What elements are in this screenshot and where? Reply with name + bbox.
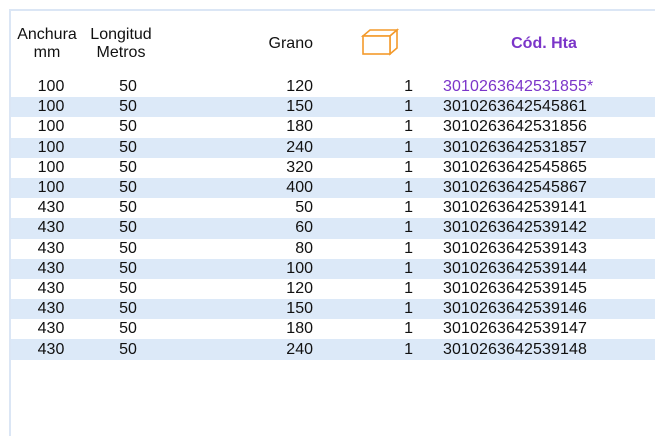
- cell-longitud: 50: [83, 158, 159, 178]
- table-row: [11, 259, 655, 279]
- header-anchura-label: Anchura: [17, 26, 77, 43]
- table-row: [11, 279, 655, 299]
- cell-longitud: 50: [83, 279, 159, 299]
- table-header-row: [11, 11, 655, 77]
- cell-anchura: 100: [11, 158, 83, 178]
- cell-anchura: 430: [11, 299, 83, 319]
- table-row: [11, 299, 655, 319]
- cell-longitud: 50: [83, 138, 159, 158]
- header-anchura: [11, 11, 83, 77]
- table-row: [11, 138, 655, 158]
- cell-quantity: 1: [327, 299, 433, 319]
- product-table-panel: [9, 9, 655, 436]
- cell-grano: 80: [159, 239, 327, 259]
- cell-anchura: 100: [11, 117, 83, 137]
- cell-codigo: 3010263642539145: [433, 279, 655, 299]
- cell-anchura: 430: [11, 198, 83, 218]
- cell-anchura: 430: [11, 319, 83, 339]
- header-anchura-unit: mm: [33, 44, 61, 61]
- cell-grano: 180: [159, 319, 327, 339]
- cell-codigo: 3010263642545867: [433, 178, 655, 198]
- cell-longitud: 50: [83, 77, 159, 97]
- table-row: [11, 198, 655, 218]
- cell-quantity: 1: [327, 178, 433, 198]
- cell-codigo: 3010263642539142: [433, 218, 655, 238]
- cell-codigo: 3010263642539146: [433, 299, 655, 319]
- cell-longitud: 50: [83, 299, 159, 319]
- cell-grano: 180: [159, 117, 327, 137]
- table-row: [11, 239, 655, 259]
- cell-anchura: 100: [11, 138, 83, 158]
- cell-longitud: 50: [83, 319, 159, 339]
- cell-grano: 100: [159, 259, 327, 279]
- cell-anchura: 100: [11, 77, 83, 97]
- cell-codigo: 3010263642531856: [433, 117, 655, 137]
- cell-quantity: 1: [327, 218, 433, 238]
- cell-grano: 60: [159, 218, 327, 238]
- table-row: [11, 158, 655, 178]
- cell-grano: 120: [159, 279, 327, 299]
- cell-codigo: 3010263642531857: [433, 138, 655, 158]
- cell-grano: 240: [159, 138, 327, 158]
- cell-longitud: 50: [83, 218, 159, 238]
- table-row: [11, 218, 655, 238]
- cell-longitud: 50: [83, 117, 159, 137]
- cell-quantity: 1: [327, 339, 433, 359]
- cell-grano: 150: [159, 299, 327, 319]
- cell-anchura: 430: [11, 339, 83, 359]
- cell-longitud: 50: [83, 97, 159, 117]
- header-codigo: Cód. Hta: [433, 11, 655, 77]
- cell-quantity: 1: [327, 198, 433, 218]
- header-grano: Grano: [159, 11, 327, 77]
- cell-longitud: 50: [83, 339, 159, 359]
- cell-codigo: 3010263642539141: [433, 198, 655, 218]
- cell-quantity: 1: [327, 319, 433, 339]
- cell-codigo: 3010263642539143: [433, 239, 655, 259]
- cell-grano: 150: [159, 97, 327, 117]
- cell-quantity: 1: [327, 117, 433, 137]
- cell-quantity: 1: [327, 77, 433, 97]
- table-row: [11, 117, 655, 137]
- cell-grano: 50: [159, 198, 327, 218]
- cell-longitud: 50: [83, 259, 159, 279]
- cell-quantity: 1: [327, 138, 433, 158]
- cell-longitud: 50: [83, 239, 159, 259]
- product-spec-table: [11, 11, 655, 360]
- cell-quantity: 1: [327, 239, 433, 259]
- cell-codigo: 3010263642539147: [433, 319, 655, 339]
- cell-anchura: 430: [11, 239, 83, 259]
- cell-codigo: 3010263642545861: [433, 97, 655, 117]
- header-longitud-label: Longitud: [90, 26, 152, 43]
- table-row: [11, 339, 655, 359]
- header-package: [327, 11, 433, 77]
- cell-anchura: 430: [11, 259, 83, 279]
- header-longitud: [83, 11, 159, 77]
- cell-grano: 320: [159, 158, 327, 178]
- cell-codigo: 3010263642539144: [433, 259, 655, 279]
- table-row: [11, 77, 655, 97]
- cell-quantity: 1: [327, 279, 433, 299]
- cell-longitud: 50: [83, 178, 159, 198]
- cell-codigo: 3010263642545865: [433, 158, 655, 178]
- cell-codigo: 3010263642539148: [433, 339, 655, 359]
- cell-anchura: 430: [11, 279, 83, 299]
- header-longitud-unit: Metros: [96, 44, 146, 61]
- cell-longitud: 50: [83, 198, 159, 218]
- table-row: [11, 97, 655, 117]
- cell-anchura: 100: [11, 97, 83, 117]
- cell-grano: 120: [159, 77, 327, 97]
- table-row: [11, 178, 655, 198]
- cell-anchura: 100: [11, 178, 83, 198]
- box-icon: [360, 27, 400, 57]
- cell-grano: 240: [159, 339, 327, 359]
- table-row: [11, 319, 655, 339]
- cell-quantity: 1: [327, 158, 433, 178]
- cell-quantity: 1: [327, 97, 433, 117]
- cell-quantity: 1: [327, 259, 433, 279]
- cell-codigo: 3010263642531855*: [433, 77, 655, 97]
- cell-anchura: 430: [11, 218, 83, 238]
- cell-grano: 400: [159, 178, 327, 198]
